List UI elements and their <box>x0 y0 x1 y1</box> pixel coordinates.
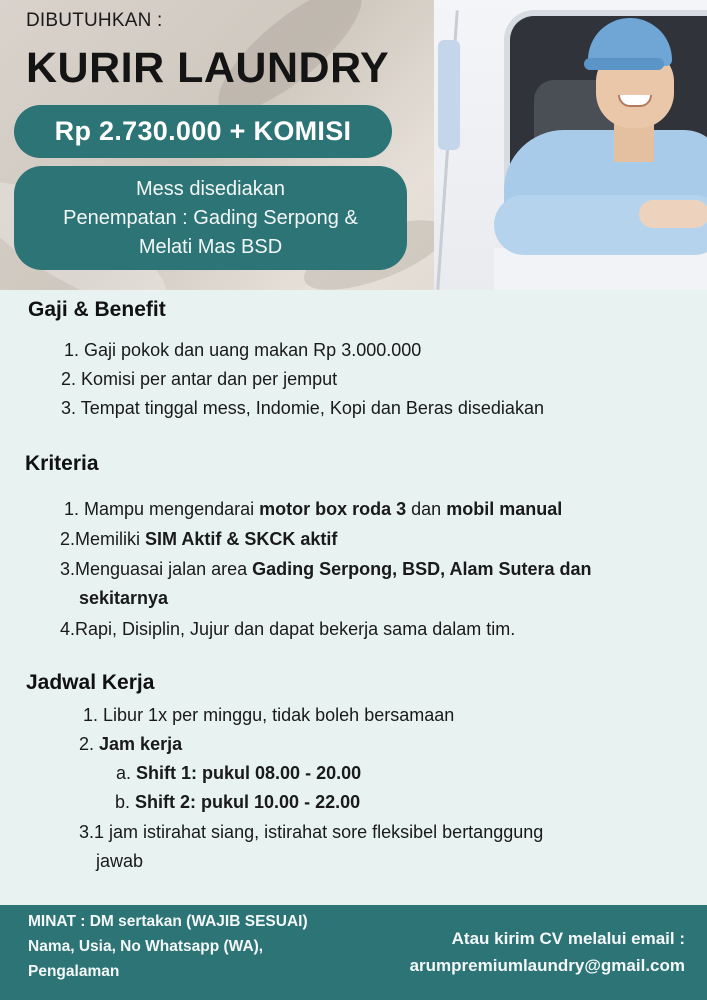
benefit-item <box>61 369 337 390</box>
item-text: Menguasai jalan area <box>75 559 253 579</box>
info-line: Mess disediakan <box>136 177 285 200</box>
header-banner <box>0 0 707 290</box>
section-title-benefit: Gaji & Benefit <box>28 298 166 321</box>
kriteria-item <box>60 529 337 550</box>
item-text-bold: Shift 2: pukul 10.00 - 22.00 <box>135 792 361 812</box>
email-contact <box>410 925 685 979</box>
benefit-item <box>64 340 421 361</box>
hiring-eyebrow: DIBUTUHKAN : <box>26 10 163 31</box>
contact-footer <box>0 905 707 1000</box>
benefit-item <box>61 398 544 419</box>
item-number: 1. <box>64 340 80 360</box>
item-text-bold: Jam kerja <box>99 734 183 754</box>
kriteria-item <box>60 619 515 640</box>
item-text: Mampu mengendarai <box>84 499 260 519</box>
courier-photo <box>434 0 707 290</box>
kriteria-item <box>64 499 562 520</box>
item-text: Memiliki <box>75 529 146 549</box>
item-text: Rapi, Disiplin, Jujur dan dapat bekerja sama dalam tim. <box>75 619 516 639</box>
van-mirror <box>438 40 460 150</box>
jadwal-item <box>79 822 543 843</box>
salary-badge <box>14 105 392 158</box>
item-text: Tempat tinggal mess, Indomie, Kopi dan Beras disediakan <box>80 398 544 418</box>
courier-hand <box>639 200 707 228</box>
item-number: 4. <box>60 619 76 639</box>
item-text-bold: Gading Serpong, BSD, Alam Sutera dan <box>252 559 592 579</box>
item-number: 1. <box>64 499 80 519</box>
jadwal-item-continuation <box>96 851 143 872</box>
item-letter: b. <box>115 792 131 812</box>
item-letter: a. <box>116 763 132 783</box>
jadwal-item <box>79 734 182 755</box>
section-title-kriteria: Kriteria <box>25 452 99 475</box>
placement-info-badge <box>14 166 407 270</box>
section-title-jadwal: Jadwal Kerja <box>26 671 155 694</box>
instruction-line: MINAT : DM sertakan (WAJIB SESUAI) <box>28 913 308 930</box>
kriteria-item <box>60 559 592 580</box>
jadwal-subitem <box>116 763 361 784</box>
item-text: 1 jam istirahat siang, istirahat sore fleksibel bertanggung <box>94 822 544 842</box>
item-text: Gaji pokok dan uang makan Rp 3.000.000 <box>84 340 422 360</box>
item-text: jawab <box>96 851 144 871</box>
jadwal-item <box>83 705 454 726</box>
item-text-bold: sekitarnya <box>79 588 169 608</box>
courier-cap-brim <box>584 58 664 70</box>
apply-instructions <box>28 909 308 984</box>
item-text-bold: Shift 1: pukul 08.00 - 20.00 <box>136 763 362 783</box>
info-line: Penempatan : Gading Serpong & <box>63 206 358 229</box>
jadwal-subitem <box>115 792 360 813</box>
salary-text: Rp 2.730.000 + KOMISI <box>54 116 352 146</box>
item-number: 2. <box>60 529 76 549</box>
job-title: KURIR LAUNDRY <box>26 44 390 92</box>
item-text: dan <box>406 499 447 519</box>
instruction-line: Nama, Usia, No Whatsapp (WA), <box>28 938 264 955</box>
item-number: 2. <box>61 369 77 389</box>
job-details <box>0 290 707 905</box>
item-number: 3. <box>61 398 77 418</box>
kriteria-item-continuation <box>79 588 168 609</box>
item-number: 2. <box>79 734 95 754</box>
info-line: Melati Mas BSD <box>138 235 283 258</box>
item-text: Komisi per antar dan per jemput <box>81 369 338 389</box>
item-number: 1. <box>83 705 99 725</box>
email-label: Atau kirim CV melalui email : <box>451 929 685 948</box>
item-text: Libur 1x per minggu, tidak boleh bersamaan <box>103 705 455 725</box>
item-number: 3. <box>60 559 76 579</box>
item-text-bold: motor box roda 3 <box>259 499 407 519</box>
item-text-bold: SIM Aktif & SKCK aktif <box>145 529 338 549</box>
courier-neck <box>614 122 654 162</box>
item-number: 3. <box>79 822 95 842</box>
item-text-bold: mobil manual <box>446 499 563 519</box>
email-address-link[interactable]: arumpremiumlaundry@gmail.com <box>409 956 685 975</box>
instruction-line: Pengalaman <box>28 963 120 980</box>
